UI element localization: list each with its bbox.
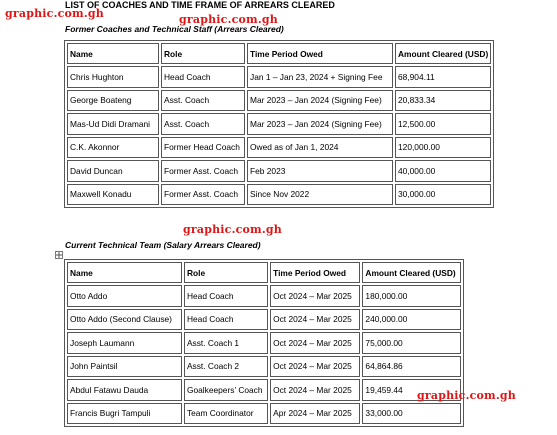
column-header: Amount Cleared (USD) bbox=[395, 43, 491, 64]
table-cell: Apr 2024 – Mar 2025 bbox=[270, 403, 360, 425]
table-row bbox=[67, 332, 461, 354]
table-cell: 40,000.00 bbox=[395, 160, 491, 182]
table-cell: John Paintsil bbox=[67, 356, 182, 378]
table-cell: Oct 2024 – Mar 2025 bbox=[270, 379, 360, 401]
table-cell: Asst. Coach bbox=[161, 90, 245, 112]
table-cell: Since Nov 2022 bbox=[247, 184, 393, 206]
table-row bbox=[67, 137, 491, 159]
table-row bbox=[67, 309, 461, 331]
former-staff-table bbox=[64, 40, 494, 208]
table-cell: C.K. Akonnor bbox=[67, 137, 159, 159]
table-cell: 180,000.00 bbox=[362, 285, 461, 307]
table-cell: Jan 1 – Jan 23, 2024 + Signing Fee bbox=[247, 66, 393, 88]
table-header-row bbox=[67, 43, 491, 64]
table-cell: Mar 2023 – Jan 2024 (Signing Fee) bbox=[247, 113, 393, 135]
watermark-top-left: graphic.com.gh bbox=[5, 7, 105, 20]
table-cell: Head Coach bbox=[161, 66, 245, 88]
table-cell: 64,864.86 bbox=[362, 356, 461, 378]
column-header: Time Period Owed bbox=[270, 262, 360, 283]
former-section-title: Former Coaches and Technical Staff (Arrears Cleared) bbox=[65, 24, 284, 34]
table-cell: Maxwell Konadu bbox=[67, 184, 159, 206]
table-row bbox=[67, 356, 461, 378]
table-cell: 30,000.00 bbox=[395, 184, 491, 206]
table-row bbox=[67, 184, 491, 206]
watermark-top-center: graphic.com.gh bbox=[179, 13, 279, 26]
table-cell: George Boateng bbox=[67, 90, 159, 112]
table-cell: Abdul Fatawu Dauda bbox=[67, 379, 182, 401]
table-row bbox=[67, 66, 491, 88]
table-cell: Asst. Coach 2 bbox=[184, 356, 268, 378]
table-header-row bbox=[67, 262, 461, 283]
table-cell: 68,904.11 bbox=[395, 66, 491, 88]
table-cell: Goalkeepers’ Coach bbox=[184, 379, 268, 401]
table-cell: 75,000.00 bbox=[362, 332, 461, 354]
table-cell: Oct 2024 – Mar 2025 bbox=[270, 332, 360, 354]
table-cell: Otto Addo bbox=[67, 285, 182, 307]
table-cell: Chris Hughton bbox=[67, 66, 159, 88]
column-header: Time Period Owed bbox=[247, 43, 393, 64]
table-row bbox=[67, 403, 461, 425]
table-row bbox=[67, 379, 461, 401]
table-cell: Mar 2023 – Jan 2024 (Signing Fee) bbox=[247, 90, 393, 112]
table-cell: Oct 2024 – Mar 2025 bbox=[270, 356, 360, 378]
table-cell: Head Coach bbox=[184, 309, 268, 331]
column-header: Amount Cleared (USD) bbox=[362, 262, 461, 283]
table-cell: Asst. Coach 1 bbox=[184, 332, 268, 354]
table-cell: 12,500.00 bbox=[395, 113, 491, 135]
table-cell: Mas-Ud Didi Dramani bbox=[67, 113, 159, 135]
table-cell: Feb 2023 bbox=[247, 160, 393, 182]
table-cell: Francis Bugri Tampuli bbox=[67, 403, 182, 425]
column-header: Name bbox=[67, 43, 159, 64]
table-cell: Head Coach bbox=[184, 285, 268, 307]
table-cell: Asst. Coach bbox=[161, 113, 245, 135]
table-cell: 240,000.00 bbox=[362, 309, 461, 331]
table-row bbox=[67, 285, 461, 307]
table-cell: Team Coordinator bbox=[184, 403, 268, 425]
current-section-title: Current Technical Team (Salary Arrears Cleared) bbox=[65, 240, 261, 250]
column-header: Role bbox=[161, 43, 245, 64]
table-cell: Oct 2024 – Mar 2025 bbox=[270, 285, 360, 307]
table-row bbox=[67, 113, 491, 135]
table-move-handle-icon[interactable] bbox=[55, 251, 63, 259]
column-header: Role bbox=[184, 262, 268, 283]
table-cell: David Duncan bbox=[67, 160, 159, 182]
watermark-bottom-right: graphic.com.gh bbox=[417, 389, 517, 402]
table-cell: Former Asst. Coach bbox=[161, 184, 245, 206]
table-cell: 33,000.00 bbox=[362, 403, 461, 425]
table-cell: Otto Addo (Second Clause) bbox=[67, 309, 182, 331]
table-cell: Oct 2024 – Mar 2025 bbox=[270, 309, 360, 331]
table-cell: 120,000.00 bbox=[395, 137, 491, 159]
table-cell: Former Asst. Coach bbox=[161, 160, 245, 182]
table-cell: Former Head Coach bbox=[161, 137, 245, 159]
document-title: LIST OF COACHES AND TIME FRAME OF ARREARS CLEARED bbox=[65, 0, 335, 10]
table-cell: 19,459.44 bbox=[362, 379, 461, 401]
column-header: Name bbox=[67, 262, 182, 283]
table-row bbox=[67, 90, 491, 112]
table-cell: Owed as of Jan 1, 2024 bbox=[247, 137, 393, 159]
table-cell: Joseph Laumann bbox=[67, 332, 182, 354]
current-team-table bbox=[64, 259, 464, 427]
watermark-middle: graphic.com.gh bbox=[183, 223, 283, 236]
table-cell: 20,833.34 bbox=[395, 90, 491, 112]
table-row bbox=[67, 160, 491, 182]
